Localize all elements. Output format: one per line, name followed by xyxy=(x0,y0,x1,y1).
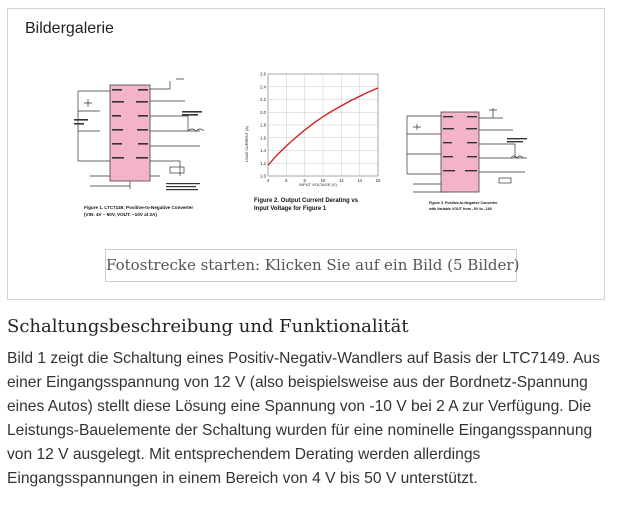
gallery-thumbnail-3[interactable] xyxy=(403,104,533,234)
chart-y-tick-label: 1.6 xyxy=(260,135,266,141)
image-gallery xyxy=(7,8,605,300)
figure-1-caption-line1: Figure 1. LTC7149: Positive-to-Negative Converter xyxy=(84,205,194,210)
chart-x-tick-label: 6 xyxy=(285,178,288,183)
start-slideshow-button[interactable]: Fotostrecke starten: Klicken Sie auf ein Bild (5 Bilder) xyxy=(105,249,517,282)
chart-x-tick-label: 4 xyxy=(266,178,270,183)
gallery-title: Bildergalerie xyxy=(25,20,114,37)
figure-3-caption-line2: with Variable VOUT from –5V to –18V xyxy=(429,207,493,211)
figure-2-caption-line2: Input Voltage for Figure 1 xyxy=(254,206,327,212)
chart-x-axis-label: INPUT VOLTAGE (V) xyxy=(299,182,337,187)
chart-x-tick-label: 10 xyxy=(320,178,326,183)
chart-y-axis-label: LOAD CURRENT (A) xyxy=(245,125,249,163)
gallery-thumbnail-1[interactable] xyxy=(70,71,210,231)
chart-x-tick-label: 8 xyxy=(303,178,306,183)
chart-x-tick-label: 12 xyxy=(338,178,344,183)
chart-y-tick-label: 1.0 xyxy=(260,173,266,179)
schematic-figure-1 xyxy=(70,71,210,231)
chart-y-tick-label: 2.2 xyxy=(260,97,266,102)
schematic-figure-3 xyxy=(403,104,533,234)
chart-x-tick-label: 16 xyxy=(375,178,381,183)
derating-chart xyxy=(238,64,388,234)
chart-y-tick-label: 2.4 xyxy=(260,84,266,90)
chart-x-tick-label: 14 xyxy=(357,178,363,183)
article-paragraph: Bild 1 zeigt die Schaltung eines Positiv-Negativ-Wandlers auf Basis der LTC7149. Aus einer Eingangsspannung von 12 V (also beispielsweise aus der Bordnetz-Spannung eines Autos) stellt diese Lösung eine Spannung von -10 V bei 2 A zur Verfügung. Die Leistungs-Bauelemente der Schaltung wurden für eine nominelle Eingangsspannung von 12 V ausgelegt. Mit entsprechendem Derating werden allerdings Eingangsspannungen in einem Bereich von 4 V bis 50 V unterstützt. xyxy=(7,350,600,487)
gallery-thumbnail-2[interactable] xyxy=(238,64,388,234)
chart-y-tick-label: 1.2 xyxy=(260,160,266,166)
ic-chip xyxy=(441,112,479,192)
figure-1-caption-line2: (VIN: 4V – 50V, VOUT: –10V at 2A) xyxy=(84,212,157,217)
figure-2-caption-line1: Figure 2. Output Current Derating vs xyxy=(254,198,359,204)
chart-y-tick-label: 1.8 xyxy=(260,122,266,128)
figure-3-caption-line1: Figure 3. Positive-to-Negative Converter xyxy=(429,201,498,205)
chart-y-tick-label: 2.0 xyxy=(260,109,266,115)
chart-y-tick-label: 2.6 xyxy=(260,71,266,77)
ic-chip xyxy=(110,85,150,181)
chart-y-tick-label: 1.4 xyxy=(260,148,266,153)
section-heading: Schaltungsbeschreibung und Funktionalität xyxy=(7,316,409,337)
